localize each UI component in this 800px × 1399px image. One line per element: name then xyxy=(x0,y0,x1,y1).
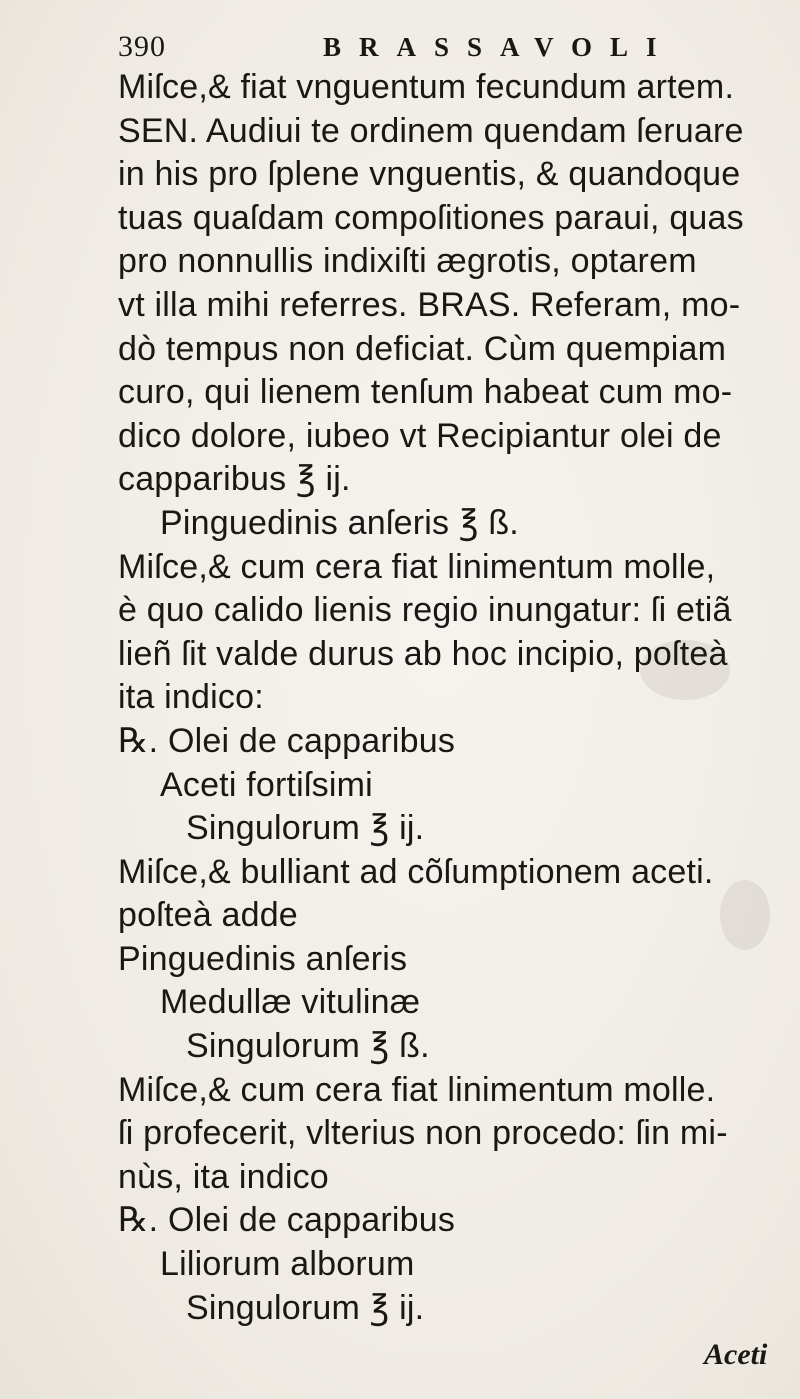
text-line: è quo calido lienis regio inungatur: ſi etiã xyxy=(118,591,732,630)
text-line: pro nonnullis indixiſti ægrotis, optarem xyxy=(118,242,697,281)
text-line: lieñ ſit valde durus ab hoc incipio, poſteà xyxy=(118,634,728,673)
catchword: Aceti xyxy=(704,1338,768,1371)
text-line: Singulorum ℥ ij. xyxy=(186,1288,425,1327)
text-line: tuas quaſdam compoſitiones paraui, quas xyxy=(118,198,744,237)
text-line: ℞. Olei de capparibus xyxy=(118,1201,456,1240)
text-line: dico dolore, iubeo vt Recipiantur olei de xyxy=(118,416,722,455)
body-text xyxy=(118,66,782,1330)
text-line: Pinguedinis anſeris xyxy=(118,939,408,978)
text-line: poſteà adde xyxy=(118,896,298,935)
text-line: Singulorum ℥ ß. xyxy=(186,1027,430,1066)
text-line: Miſce,& bulliant ad cõſumptionem aceti. xyxy=(118,852,714,891)
text-line: Liliorum alborum xyxy=(160,1245,415,1284)
text-line: vt illa mihi referres. BRAS. Referam, mo- xyxy=(118,285,741,324)
text-line: dò tempus non deficiat. Cùm quempiam xyxy=(118,329,727,368)
text-line: Miſce,& cum cera fiat linimentum molle. xyxy=(118,1070,716,1109)
text-line: Miſce,& fiat vnguentum fecundum artem. xyxy=(118,68,735,106)
text-line: ita indico: xyxy=(118,678,264,717)
text-line: in his pro ſplene vnguentis, & quandoque xyxy=(118,155,741,194)
text-line: SEN. Audiui te ordinem quendam ſeruare xyxy=(118,111,744,150)
text-line: capparibus ℥ ij. xyxy=(118,460,351,499)
page-number: 390 xyxy=(118,30,166,63)
text-line: Miſce,& cum cera fiat linimentum molle, xyxy=(118,547,716,586)
running-head: BRASSAVOLI xyxy=(323,32,675,62)
text-line: ℞. Olei de capparibus xyxy=(118,721,456,760)
text-line: ſi profecerit, vlterius non procedo: ſin mi- xyxy=(118,1114,728,1153)
text-line: Aceti fortiſsimi xyxy=(160,765,373,804)
text-line: Pinguedinis anſeris ℥ ß. xyxy=(160,503,519,542)
text-line: nùs, ita indico xyxy=(118,1157,329,1196)
text-line: Medullæ vitulinæ xyxy=(160,983,421,1022)
text-line: Singulorum ℥ ij. xyxy=(186,809,425,848)
text-line: curo, qui lienem tenſum habeat cum mo- xyxy=(118,373,733,412)
page-header xyxy=(118,30,778,70)
